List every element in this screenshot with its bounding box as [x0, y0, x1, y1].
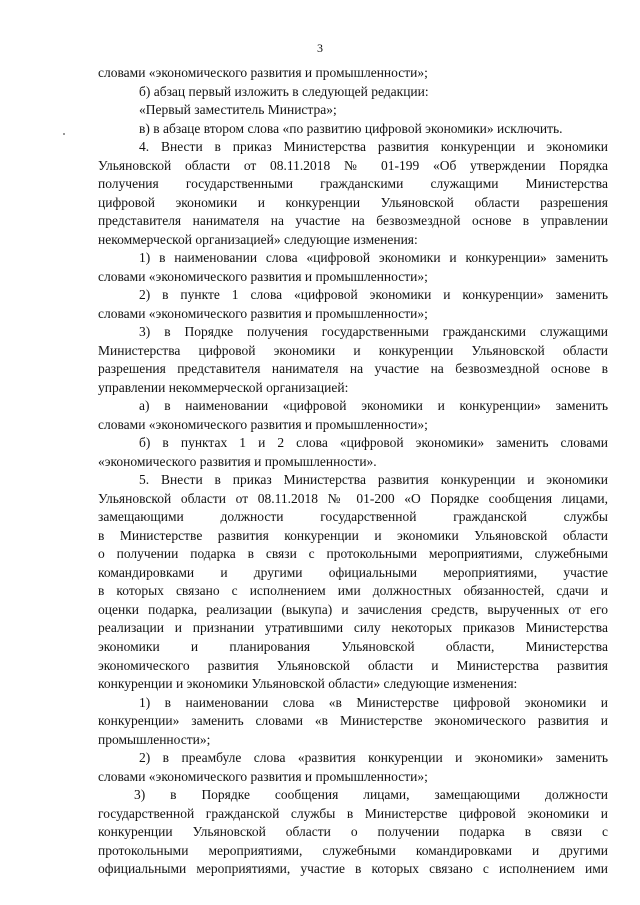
text-line: протокольными мероприятиями, служебными командировками и другими — [98, 842, 608, 858]
text-line: Ульяновской области от 08.11.2018 № 01-200 «О Порядке сообщения лицами, — [98, 490, 608, 506]
text-line: Министерства цифровой экономики и конкуренции Ульяновской области — [98, 342, 608, 358]
text-line: словами «экономического развития и промышленности»; — [98, 268, 428, 284]
text-line: разрешения представителя нанимателя на участие на безвозмездной основе в — [98, 361, 608, 377]
text-line: б) в пунктах 1 и 2 слова «цифровой экономики» заменить словами — [139, 435, 608, 451]
text-line: представителя нанимателя на участие на безвозмездной основе в управлении — [98, 213, 608, 229]
text-line: о получении подарка в связи с протокольными мероприятиями, служебными — [98, 546, 608, 562]
text-line: промышленности»; — [98, 731, 211, 747]
page-number: 3 — [317, 41, 323, 55]
text-line: замещающими должности государственной гражданской службы — [98, 509, 608, 525]
text-line: словами «экономического развития и промышленности»; — [98, 768, 428, 784]
text-line: конкуренции Ульяновской области о получении подарка в связи с — [98, 824, 608, 840]
text-line: реализации и признании утратившими силу некоторых приказов Министерства — [98, 620, 608, 636]
text-line: 5. Внести в приказ Министерства развития конкуренции и экономики — [139, 472, 608, 488]
text-line: государственной гражданской службы в Министерстве цифровой экономики и — [98, 805, 608, 821]
text-line: б) абзац первый изложить в следующей редакции: — [139, 83, 429, 99]
text-line: в Министерстве развития конкуренции и экономики Ульяновской области — [98, 527, 608, 543]
margin-mark — [63, 133, 65, 135]
text-line: «Первый заместитель Министра»; — [139, 102, 337, 118]
text-line: «экономического развития и промышленности». — [98, 453, 377, 469]
text-line: словами «экономического развития и промышленности»; — [98, 416, 428, 432]
text-line: экономики и планирования Ульяновской области, Министерства — [98, 638, 608, 654]
text-line: официальными мероприятиями, участие в которых связано с исполнением ими — [98, 861, 608, 877]
document-body — [98, 64, 608, 879]
text-line: 3) в Порядке сообщения лицами, замещающими должности — [134, 787, 608, 803]
text-line: 4. Внести в приказ Министерства развития конкуренции и экономики — [139, 139, 608, 155]
text-line: словами «экономического развития и промышленности»; — [98, 65, 428, 80]
text-line: в) в абзаце втором слова «по развитию цифровой экономики» исключить. — [139, 120, 563, 136]
text-line: оценки подарка, реализации (выкупа) и зачисления средств, вырученных от его — [98, 601, 608, 617]
text-line: 1) в наименовании слова «в Министерстве цифровой экономики и — [139, 694, 608, 710]
text-line: некоммерческой организацией» следующие изменения: — [98, 231, 418, 247]
text-line: 2) в преамбуле слова «развития конкуренции и экономики» заменить — [139, 750, 608, 766]
text-line: 2) в пункте 1 слова «цифровой экономики и конкуренции» заменить — [139, 287, 608, 303]
text-line: Ульяновской области от 08.11.2018 № 01-199 «Об утверждении Порядка — [98, 157, 608, 173]
text-line: а) в наименовании «цифровой экономики и конкуренции» заменить — [139, 398, 608, 414]
text-line: получения государственными гражданскими служащими Министерства — [98, 176, 608, 192]
text-line: командировками и другими официальными мероприятиями, участие — [98, 564, 608, 580]
text-line: цифровой экономики и конкуренции Ульяновской области разрешения — [98, 194, 608, 210]
text-line: 1) в наименовании слова «цифровой экономики и конкуренции» заменить — [139, 250, 608, 266]
text-line: управлении некоммерческой организацией: — [98, 379, 349, 395]
text-line: конкуренции и экономики Ульяновской области» следующие изменения: — [98, 676, 518, 692]
text-line: словами «экономического развития и промышленности»; — [98, 305, 428, 321]
text-line: в которых связано с исполнением ими должностных обязанностей, сдачи и — [98, 583, 608, 599]
text-line: экономического развития Ульяновской области и Министерства развития — [98, 657, 608, 673]
text-line: конкуренции» заменить словами «в Министерстве экономического развития и — [98, 713, 608, 729]
text-line: 3) в Порядке получения государственными гражданскими служащими — [139, 324, 608, 340]
